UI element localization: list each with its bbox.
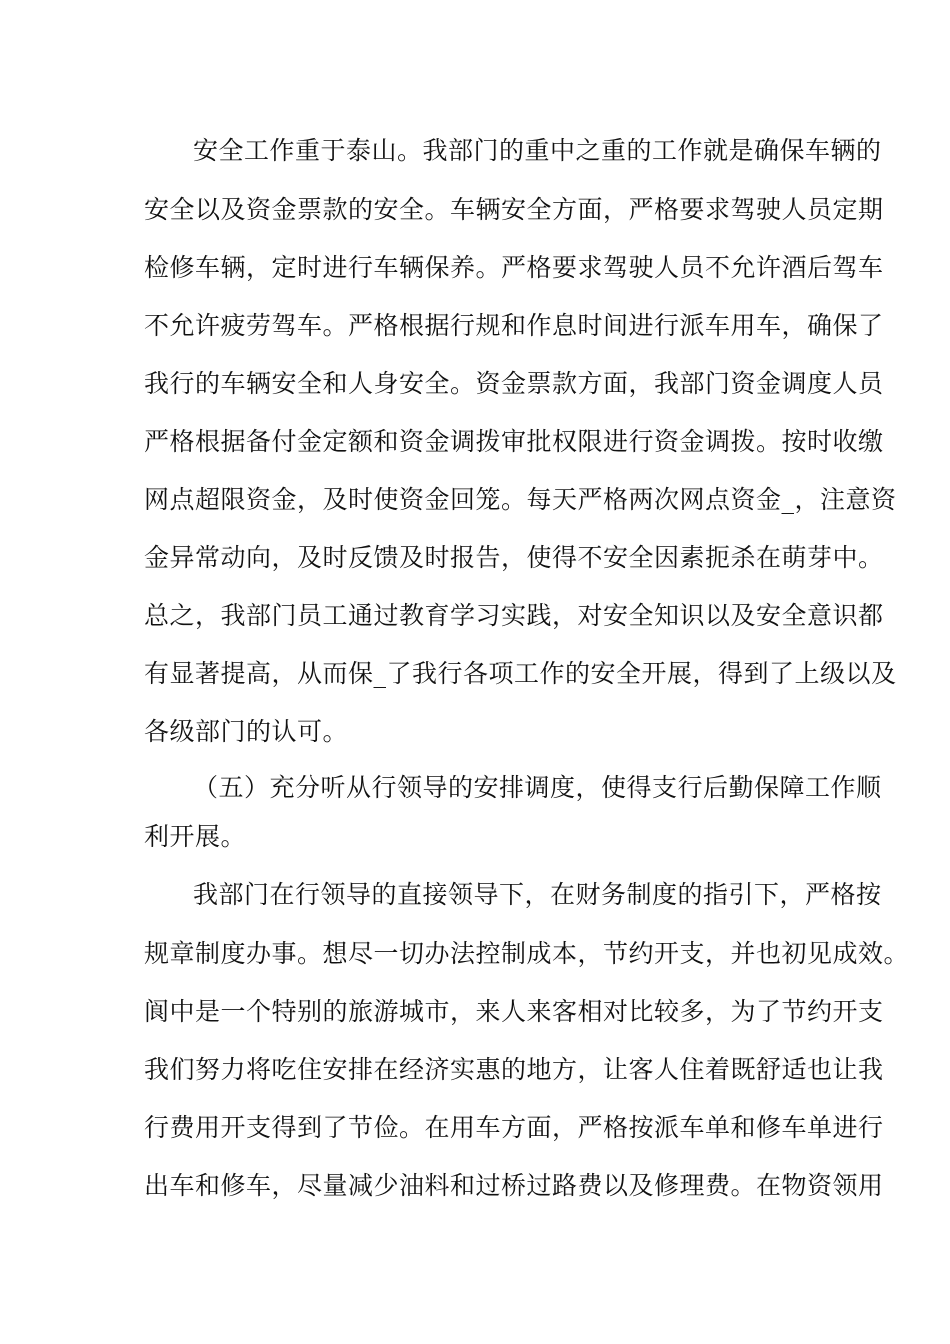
paragraph-line: 严格根据备付金定额和资金调拨审批权限进行资金调拨。按时收缴 [144, 427, 884, 456]
paragraph-line: 各级部门的认可。 [144, 717, 349, 746]
paragraph-line: 我行的车辆安全和人身安全。资金票款方面，我部门资金调度人员 [144, 369, 884, 398]
paragraph-line: 出车和修车，尽量减少油料和过桥过路费以及修理费。在物资领用 [144, 1171, 884, 1200]
paragraph-line: 我们努力将吃住安排在经济实惠的地方，让客人住着既舒适也让我 [144, 1055, 884, 1084]
paragraph-line: 安全以及资金票款的安全。车辆安全方面，严格要求驾驶人员定期 [144, 195, 884, 224]
paragraph-line: 阆中是一个特别的旅游城市，来人来客相对比较多，为了节约开支 [144, 997, 884, 1026]
section-heading-line: 利开展。 [144, 822, 247, 851]
paragraph-line: 有显著提高，从而保_了我行各项工作的安全开展，得到了上级以及 [144, 659, 897, 688]
paragraph-line: 金异常动向，及时反馈及时报告，使得不安全因素扼杀在萌芽中。 [144, 543, 884, 572]
paragraph-line: 总之，我部门员工通过教育学习实践，对安全知识以及安全意识都 [144, 601, 884, 630]
paragraph-line: 规章制度办事。想尽一切办法控制成本，节约开支，并也初见成效。 [144, 939, 910, 968]
paragraph-line: 网点超限资金，及时使资金回笼。每天严格两次网点资金_，注意资 [144, 485, 897, 514]
paragraph-line: 安全工作重于泰山。我部门的重中之重的工作就是确保车辆的 [193, 136, 882, 165]
paragraph-line: 行费用开支得到了节俭。在用车方面，严格按派车单和修车单进行 [144, 1113, 884, 1142]
paragraph-line: 检修车辆，定时进行车辆保养。严格要求驾驶人员不允许酒后驾车 [144, 253, 884, 282]
paragraph-line: 我部门在行领导的直接领导下，在财务制度的指引下，严格按 [193, 880, 882, 909]
paragraph-line: 不允许疲劳驾车。严格根据行规和作息时间进行派车用车，确保了 [144, 311, 884, 340]
section-heading-line: （五）充分听从行领导的安排调度，使得支行后勤保障工作顺 [193, 773, 882, 802]
